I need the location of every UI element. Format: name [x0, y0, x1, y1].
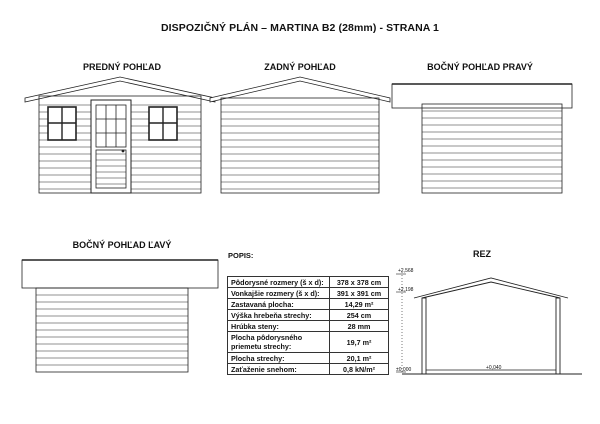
front-view-label: PREDNÝ POHĽAD	[82, 62, 161, 72]
ground-level: ±0,000	[396, 367, 412, 373]
spec-row	[228, 332, 389, 353]
spec-row	[228, 364, 389, 375]
spec-value: 19,7 m²	[330, 332, 389, 353]
spec-label: Plocha strechy:	[228, 353, 330, 364]
spec-row	[228, 299, 389, 310]
spec-value: 378 x 378 cm	[330, 277, 389, 288]
spec-row	[228, 288, 389, 299]
left-view-label: BOČNÝ POHĽAD ĽAVÝ	[72, 240, 172, 250]
spec-label: Zastavaná plocha:	[228, 299, 330, 310]
front-view-drawing	[25, 74, 215, 196]
spec-row	[228, 353, 389, 364]
spec-label: Hrúbka steny:	[228, 321, 330, 332]
spec-label: Plocha pôdorysného priemetu strechy:	[228, 332, 330, 353]
spec-value: 14,29 m²	[330, 299, 389, 310]
spec-value: 28 mm	[330, 321, 389, 332]
left-side-view-drawing	[22, 256, 218, 376]
right-view-label: BOČNÝ POHĽAD PRAVÝ	[427, 62, 533, 72]
spec-value: 391 x 391 cm	[330, 288, 389, 299]
spec-label: Vonkajšie rozmery (š x d):	[228, 288, 330, 299]
back-view-drawing	[210, 74, 390, 196]
section-view-label: REZ	[473, 249, 491, 259]
specs-table	[227, 276, 389, 375]
section-view-drawing	[396, 262, 586, 380]
spec-value: 20,1 m²	[330, 353, 389, 364]
eave-level: +2,198	[398, 287, 414, 293]
spec-row	[228, 321, 389, 332]
floor-level: +0,040	[486, 365, 502, 371]
spec-row	[228, 277, 389, 288]
spec-label: Výška hrebeňa strechy:	[228, 310, 330, 321]
page-title: DISPOZIČNÝ PLÁN – MARTINA B2 (28mm) - STRANA 1	[160, 22, 439, 34]
spec-label: Zaťaženie snehom:	[228, 364, 330, 375]
spec-value: 0,8 kN/m²	[330, 364, 389, 375]
ridge-level: +2,568	[398, 268, 414, 274]
back-view-label: ZADNÝ POHĽAD	[264, 62, 336, 72]
spec-value: 254 cm	[330, 310, 389, 321]
popis-label: POPIS:	[228, 251, 254, 260]
spec-row	[228, 310, 389, 321]
spec-label: Pôdorysné rozmery (š x d):	[228, 277, 330, 288]
right-side-view-drawing	[392, 74, 572, 196]
